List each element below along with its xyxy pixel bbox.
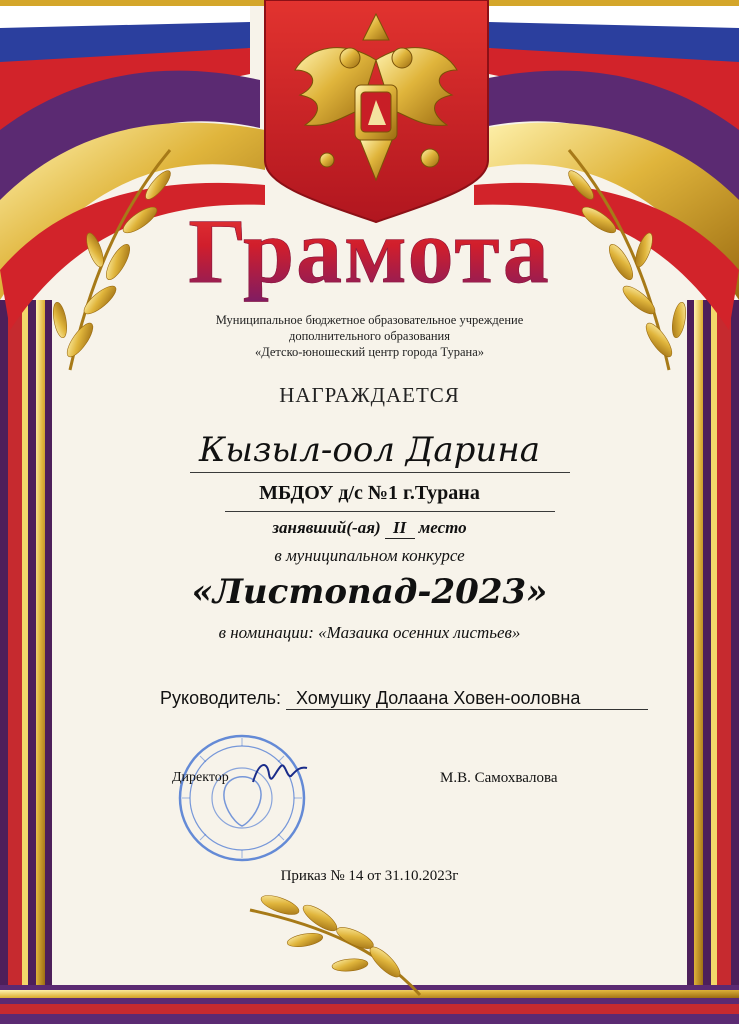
right-pillar bbox=[687, 300, 739, 1024]
place-value: II bbox=[385, 518, 415, 539]
awarded-label: НАГРАЖДАЕТСЯ bbox=[279, 383, 460, 407]
certificate-title: Грамота bbox=[0, 198, 739, 304]
place-prefix: занявший(-ая) bbox=[272, 518, 381, 537]
institution-underline bbox=[225, 511, 555, 512]
leader-label: Руководитель: bbox=[160, 688, 281, 708]
organization-line: дополнительного образования bbox=[288, 329, 451, 343]
institution-name: МБДОУ д/с №1 г.Турана bbox=[259, 482, 480, 504]
leader-row bbox=[160, 688, 648, 710]
director-name: М.В. Самохвалова bbox=[440, 770, 558, 786]
recipient-name: Кызыл-оол Дарина bbox=[198, 430, 540, 470]
bottom-border bbox=[0, 985, 739, 1024]
official-round-seal-icon bbox=[170, 728, 320, 868]
place-row bbox=[0, 518, 739, 539]
gold-laurel-branch-icon bbox=[250, 892, 420, 995]
contest-name: «Листопад-2023» bbox=[191, 572, 548, 612]
organization-line: Муниципальное бюджетное образовательное учреждение bbox=[215, 313, 524, 327]
order-reference: Приказ № 14 от 31.10.2023г bbox=[280, 868, 459, 884]
place-suffix: место bbox=[418, 518, 467, 537]
russian-coat-of-arms-icon bbox=[265, 0, 488, 222]
organization-line: «Детско-юношеский центр города Турана» bbox=[254, 345, 485, 359]
director-label: Директор bbox=[172, 770, 229, 785]
nomination: в номинации: «Мазаика осенних листьев» bbox=[218, 623, 521, 642]
recipient-underline bbox=[190, 472, 570, 473]
contest-line: в муниципальном конкурсе bbox=[274, 546, 465, 565]
left-pillar bbox=[0, 300, 52, 1024]
handwritten-signature-icon bbox=[245, 752, 315, 792]
organization-block bbox=[0, 312, 739, 360]
leader-name: Хомушку Долаана Ховен-ооловна bbox=[286, 688, 648, 710]
